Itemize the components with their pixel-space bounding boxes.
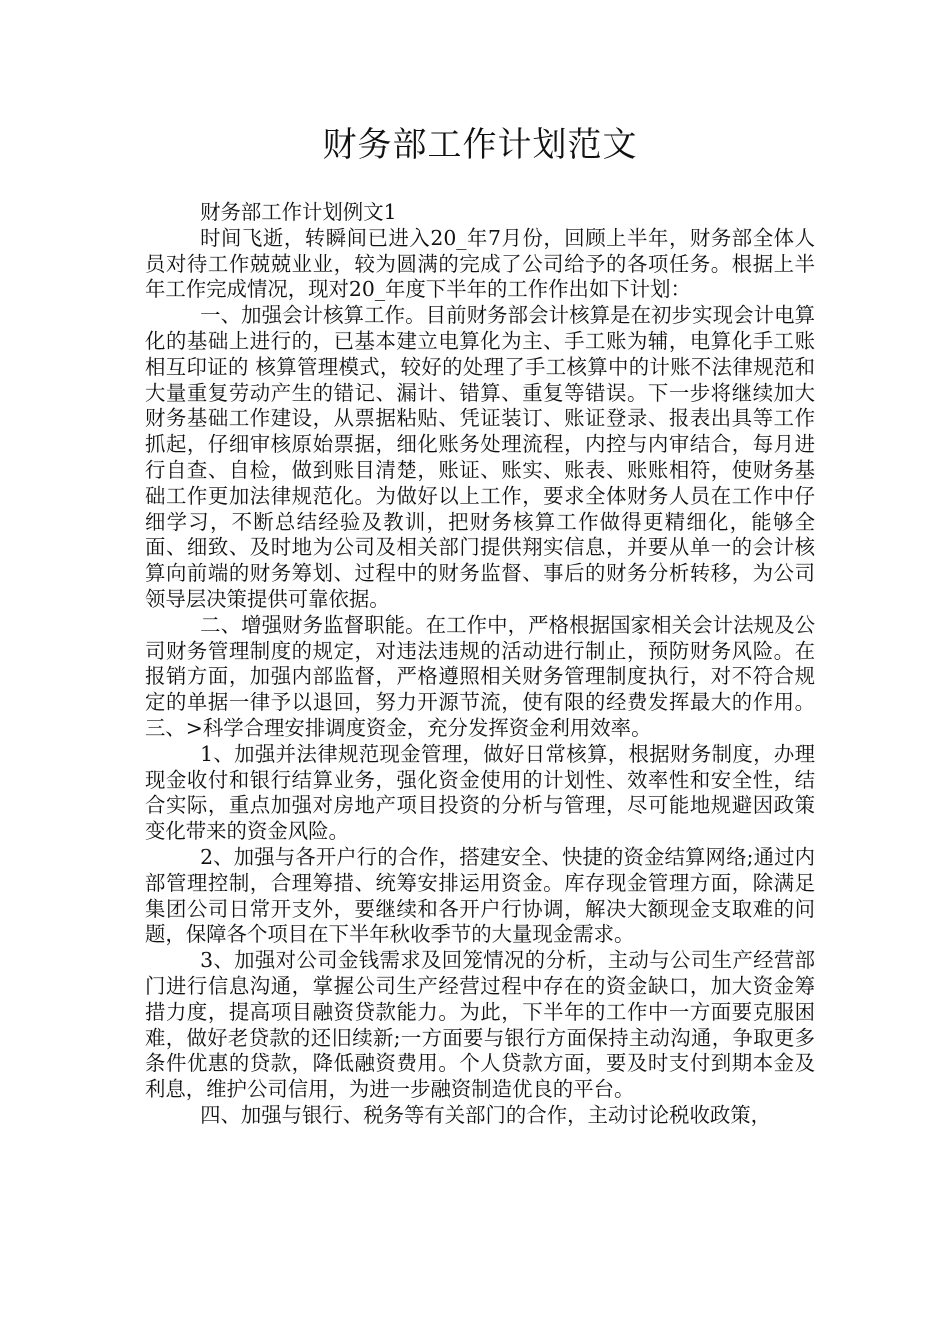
- document-page: [145, 120, 815, 1129]
- paragraph-accounting: 一、加强会计核算工作。目前财务部会计核算是在初步实现会计电算化的基础上进行的，已基本建立电算化为主、手工账为辅，电算化手工账相互印证的 核算管理模式，较好的处理了手工核算中的计账不法律规范和大量重复劳动产生的错记、漏计、错算、重复等错误。下一步将继续加大财务基础工作建设，从票据粘贴、凭证装订、账证登录、报表出具等工作抓起，仔细审核原始票据，细化账务处理流程，内控与内审结合，每月进行自查、自检，做到账目清楚，账证、账实、账表、账账相符，使财务基础工作更加法律规范化。为做好以上工作，要求全体财务人员在工作中仔细学习，不断总结经验及教训，把财务核算工作做得更精细化，能够全面、细致、及时地为公司及相关部门提供翔实信息，并要从单一的会计核算向前端的财务筹划、过程中的财务监督、事后的财务分析转移，为公司领导层决策提供可靠依据。: [145, 303, 815, 611]
- paragraph-subtitle: 财务部工作计划例文1: [200, 200, 397, 224]
- document-title: 财务部工作计划范文: [322, 125, 638, 165]
- paragraph-cash-management: 1、加强并法律规范现金管理，做好日常核算，根据财务制度，办理现金收付和银行结算业务，强化资金使用的计划性、效率性和安全性，结合实际，重点加强对房地产项目投资的分析与管理，尽可能地规避因政策变化带来的资金风险。: [145, 741, 815, 844]
- paragraph-intro: 时间飞逝，转瞬间已进入20_年7月份，回顾上半年，财务部全体人员对待工作兢兢业业，较为圆满的完成了公司给予的各项任务。根据上半年工作完成情况，现对20_年度下半年的工作作出如下计划：: [145, 225, 815, 302]
- paragraph-bank-cooperation: 2、加强与各开户行的合作，搭建安全、快捷的资金结算网络;通过内部管理控制，合理筹措、统筹安排运用资金。库存现金管理方面，除满足集团公司日常开支外，要继续和各开户行协调，解决大额现金支取难的问题，保障各个项目在下半年秋收季节的大量现金需求。: [145, 844, 815, 947]
- paragraph-funding-analysis: 3、加强对公司金钱需求及回笼情况的分析，主动与公司生产经营部门进行信息沟通，掌握公司生产经营过程中存在的资金缺口，加大资金筹措力度，提高项目融资贷款能力。为此，下半年的工作中一方面要克服困难，做好老贷款的还旧续新;一方面要与银行方面保持主动沟通，争取更多条件优惠的贷款，降低融资费用。个人贷款方面，要及时支付到期本金及利息，维护公司信用，为进一步融资制造优良的平台。: [145, 948, 815, 1102]
- paragraph-supervision: 二、增强财务监督职能。在工作中，严格根据国家相关会计法规及公司财务管理制度的规定，对违法违规的活动进行制止，预防财务风险。在报销方面，加强内部监督，严格遵照相关财务管理制度执行，对不符合规定的单据一律予以退回，努力开源节流，使有限的经费发挥最大的作用。三、>科学合理安排调度资金，充分发挥资金利用效率。: [145, 612, 815, 740]
- paragraph-tax-cooperation: 四、加强与银行、税务等有关部门的合作，主动讨论税收政策，: [200, 1102, 772, 1127]
